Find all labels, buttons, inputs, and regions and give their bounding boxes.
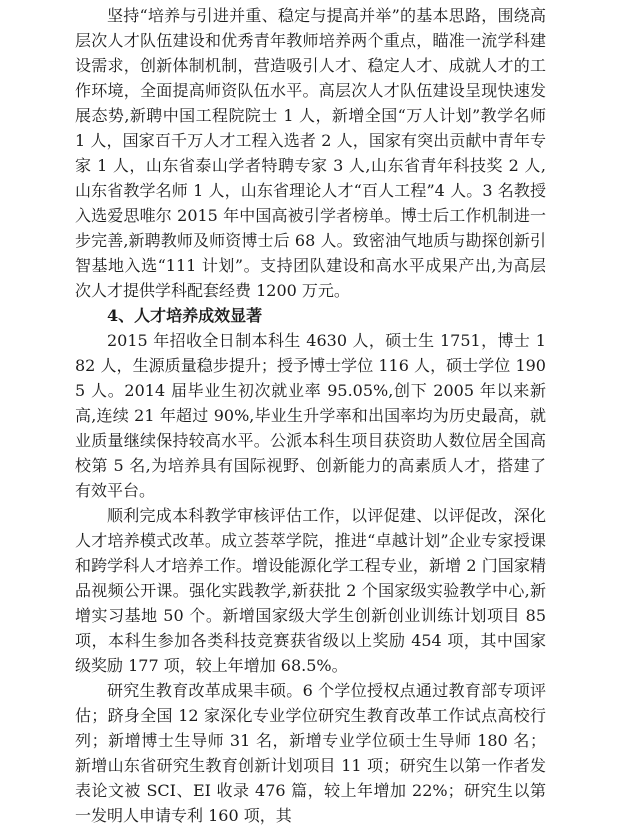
paragraph-talent-team: 坚持“培养与引进并重、稳定与提高并举”的基本思路，围绕高层次人才队伍建设和优秀青年教师培养两个重点，瞄准一流学科建设需求，创新体制机制，营造吸引人才、稳定人才、成就人才的工作环境，全面提高师资队伍水平。高层次人才队伍建设呈现快速发展态势,新聘中国工程院院士 1 人，新增全国“万人计划”教学名师 1 人，国家百千万人才工程入选者 2 人，国家有突出贡献中青年专家 1 人，山东省泰山学者特聘专家 3 人,山东省青年科技奖 2 人,山东省教学名师 1 人，山东省理论人才“百人工程”4 人。3 名教授入选爱思唯尔 2015 年中国高被引学者榜单。博士后工作机制进一步完善,新聘教师及师资博士后 68 人。致密油气地质与勘探创新引智基地入选“111 计划”。支持团队建设和高水平成果产出,为高层次人才提供学科配套经费 1200 万元。 [75, 6, 546, 300]
paragraph-teaching-reform: 顺利完成本科教学审核评估工作，以评促建、以评促改，深化人才培养模式改革。成立荟萃学院，推进“卓越计划”企业专家授课和跨学科人才培养工作。增设能源化学工程专业，新增 2 门国家精品视频公开课。强化实践教学,新获批 2 个国家级实验教学中心,新增实习基地 50 个。新增国家级大学生创新创业训练计划项目 85 项，本科生参加各类科技竞赛获省级以上奖励 454 项，其中国家级奖励 177 项，较上年增加 68.5%。 [75, 506, 546, 675]
paragraph-enrollment-employment: 2015 年招收全日制本科生 4630 人，硕士生 1751，博士 182 人，生源质量稳步提升；授予博士学位 116 人，硕士学位 1905 人。2014 届毕业生初次就业率 95.05%,创下 2005 年以来新高,连续 21 年超过 90%,毕业生升学率和出国率均为历史最高，就业质量继续保持较高水平。公派本科生项目获资助人数位居全国高校第 5 名,为培养具有国际视野、创新能力的高素质人才，搭建了有效平台。 [75, 331, 546, 500]
section-heading-talent-cultivation: 4、人才培养成效显著 [107, 306, 263, 325]
paragraph-graduate-education: 研究生教育改革成果丰硕。6 个学位授权点通过教育部专项评估；跻身全国 12 家深化专业学位研究生教育改革工作试点高校行列；新增博士生导师 31 名，新增专业学位硕士生导师 180 名；新增山东省研究生教育创新计划项目 11 项；研究生以第一作者发表论文被 SCI、EI 收录 476 篇，较上年增加 22%；研究生以第一发明人申请专利 160 项，其 [75, 681, 546, 825]
